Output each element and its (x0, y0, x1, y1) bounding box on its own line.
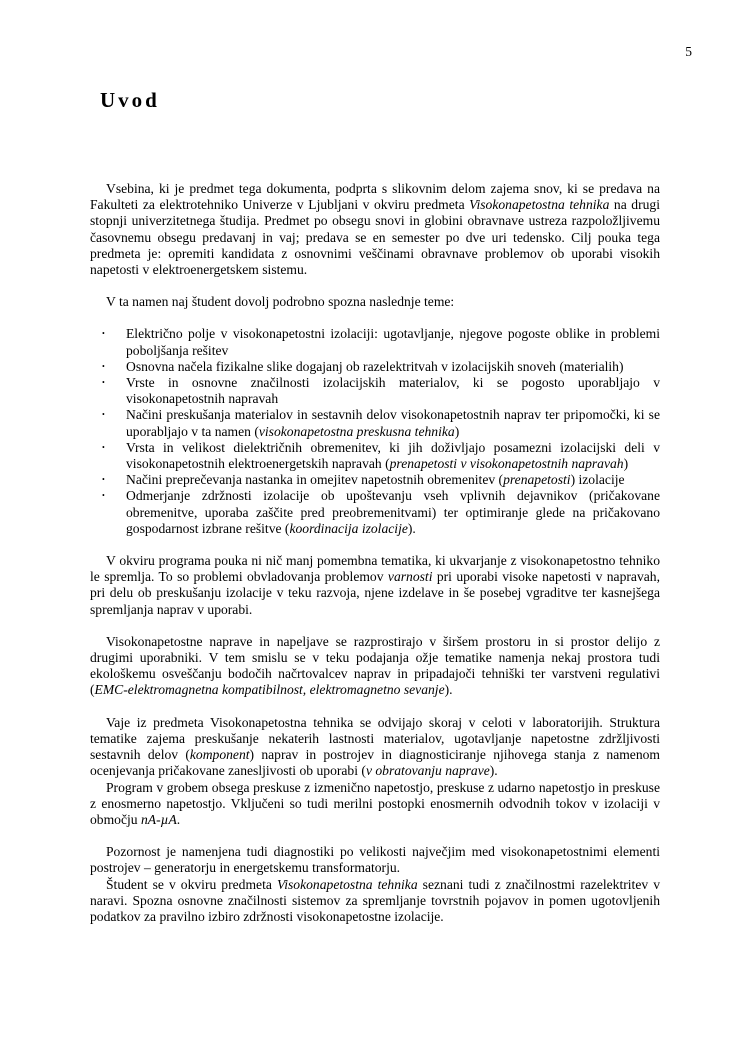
paragraph-natural-discharges: Študent se v okviru predmeta Visokonapetostna tehnika seznani tudi z značilnostmi razelektritev v naravi. Spozna osnovne značilnosti sistemov za spremljanje tovrstnih pojavov in pomen ugotovljenih podatkov za pravilno izbiro zdržnosti visokonapetostne izolacije. (90, 876, 661, 924)
emphasis-text: prenapetosti v visokonapetostnih napravah (389, 456, 624, 472)
emphasis-text: Visokonapetostna tehnika (276, 876, 418, 892)
bullet-icon: • (102, 410, 105, 420)
emphasis-text: v obratovanju naprave (365, 763, 490, 779)
list-item: • Odmerjanje zdržnosti izolacije ob upoštevanju vseh vplivnih dejavnikov (pričakovane obremenitve, uporaba zaščite pred preobremenitvami) ter optimiranje glede na pričakovano gospodarnost izbrane rešitve (koordinacija izolacije). (102, 488, 660, 536)
page-title: Uvod (100, 88, 160, 112)
page-number: 5 (685, 44, 692, 59)
bullet-icon: • (102, 491, 105, 501)
list-item: • Načini preskušanja materialov in sestavnih delov visokonapetostnih naprav ter pripomočki, ki se uporabljajo v ta namen (visokonapetostna preskusna tehnika) (102, 407, 660, 439)
paragraph-topics-lead: V ta namen naj študent dovolj podrobno spozna naslednje teme: (106, 294, 455, 310)
emphasis-text: nA-µA (140, 811, 177, 827)
document-body (90, 181, 660, 925)
paragraph-lab-exercises: Vaje iz predmeta Visokonapetostna tehnika se odvijajo skoraj v celoti v laboratorijih. Struktura tematike zajema preskušanje nekaterih lastnosti materialov, ugotavljanje napetostne zdržljivosti sestavnih delov (komponent) naprav in postrojev in diagnosticiranje njihovega stanja z namenom ocenjevanja pričakovane zanesljivosti ob uporabi (v obratovanju naprave). (90, 714, 661, 779)
paragraph-diagnostics: Pozornost je namenjena tudi diagnostiki po velikosti največjim med visokonapetostnimi elementi postrojev – generatorju in energetskemu transformatorju. (90, 844, 660, 876)
paragraph-test-program: Program v grobem obsega preskuse z izmenično napetostjo, preskuse z udarno napetostjo in preskuse z enosmerno napetostjo. Vključeni so tudi merilni postopki enosmernih odvodnih tokov v izolaciji v območju nA-µA. (90, 779, 660, 827)
topics-list (90, 326, 660, 537)
list-item: • Osnovna načela fizikalne slike dogajanj ob razelektritvah v izolacijskih snoveh (materialih) (102, 358, 624, 374)
paragraph-intro: Vsebina, ki je predmet tega dokumenta, podprta s slikovnim delom zajema snov, ki se predava na Fakulteti za elektrotehniko Univerze v Ljubljani v okviru predmeta Visokonapetostna tehnika na drugi stopnji univerzitetnega študija. Predmet po obsegu snovi in globini obravnave ustreza razpoložljivemu časovnemu obsegu predavanj in vaj; predava se en semester po dve uri tedensko. Cilj pouka tega predmeta je: opremiti kandidata z osnovnimi veščinami obravnave problemov ob uporabi visokih napetosti v elektroenergetskem sistemu. (90, 181, 660, 278)
bullet-icon: • (102, 378, 105, 388)
emphasis-text: koordinacija izolacije (289, 520, 408, 536)
emphasis-text: varnosti (387, 569, 433, 585)
paragraph-safety: V okviru programa pouka ni nič manj pomembna tematika, ki ukvarjanje z visokonapetostno tehniko le spremlja. To so problemi obvladovanja problemov varnosti pri uporabi visoke napetosti v napravah, pri delu ob preskušanju izolacije v teku razvoja, njene izdelave in še posebej vgraditve ter kasnejšega spremljanja naprav v uporabi. (90, 553, 660, 617)
emphasis-text: Visokonapetostna tehnika (469, 197, 610, 213)
emphasis-text: EMC-elektromagnetna kompatibilnost, elektromagnetno sevanje (94, 682, 445, 698)
emphasis-text: prenapetosti (503, 472, 571, 488)
list-item: • Načini preprečevanja nastanka in omejitev napetostnih obremenitev (prenapetosti) izolacije (102, 472, 625, 488)
list-item: • Vrste in osnovne značilnosti izolacijskih materialov, ki se pogosto uporabljajo v visokonapetostnih napravah (102, 375, 660, 407)
bullet-icon: • (102, 442, 105, 452)
emphasis-text: visokonapetostna preskusna tehnika (258, 423, 455, 439)
list-item: • Električno polje v visokonapetostni izolaciji: ugotavljanje, njegove pogoste oblike in problemi poboljšanja rešitev (102, 326, 660, 358)
bullet-icon: • (102, 329, 105, 339)
bullet-icon: • (102, 361, 105, 371)
list-item: • Vrsta in velikost dielektričnih obremenitev, ki jih doživljajo posamezni izolacijski deli v visokonapetostnih elektroenergetskih napravah (prenapetosti v visokonapetostnih napravah) (102, 439, 660, 472)
paragraph-environment: Visokonapetostne naprave in napeljave se razprostirajo v širšem prostoru in si prostor delijo z drugimi uporabniki. V tem smislu se v teku podajanja ožje tematike namenja nekaj prostora tudi ekološkemu osveščanju bodočih načrtovalcev naprav in pripadajoči tehniški ter varstveni regulativi (EMC-elektromagnetna kompatibilnost, elektromagnetno sevanje). (90, 633, 660, 698)
emphasis-text: komponent (189, 747, 250, 763)
bullet-icon: • (102, 475, 105, 485)
